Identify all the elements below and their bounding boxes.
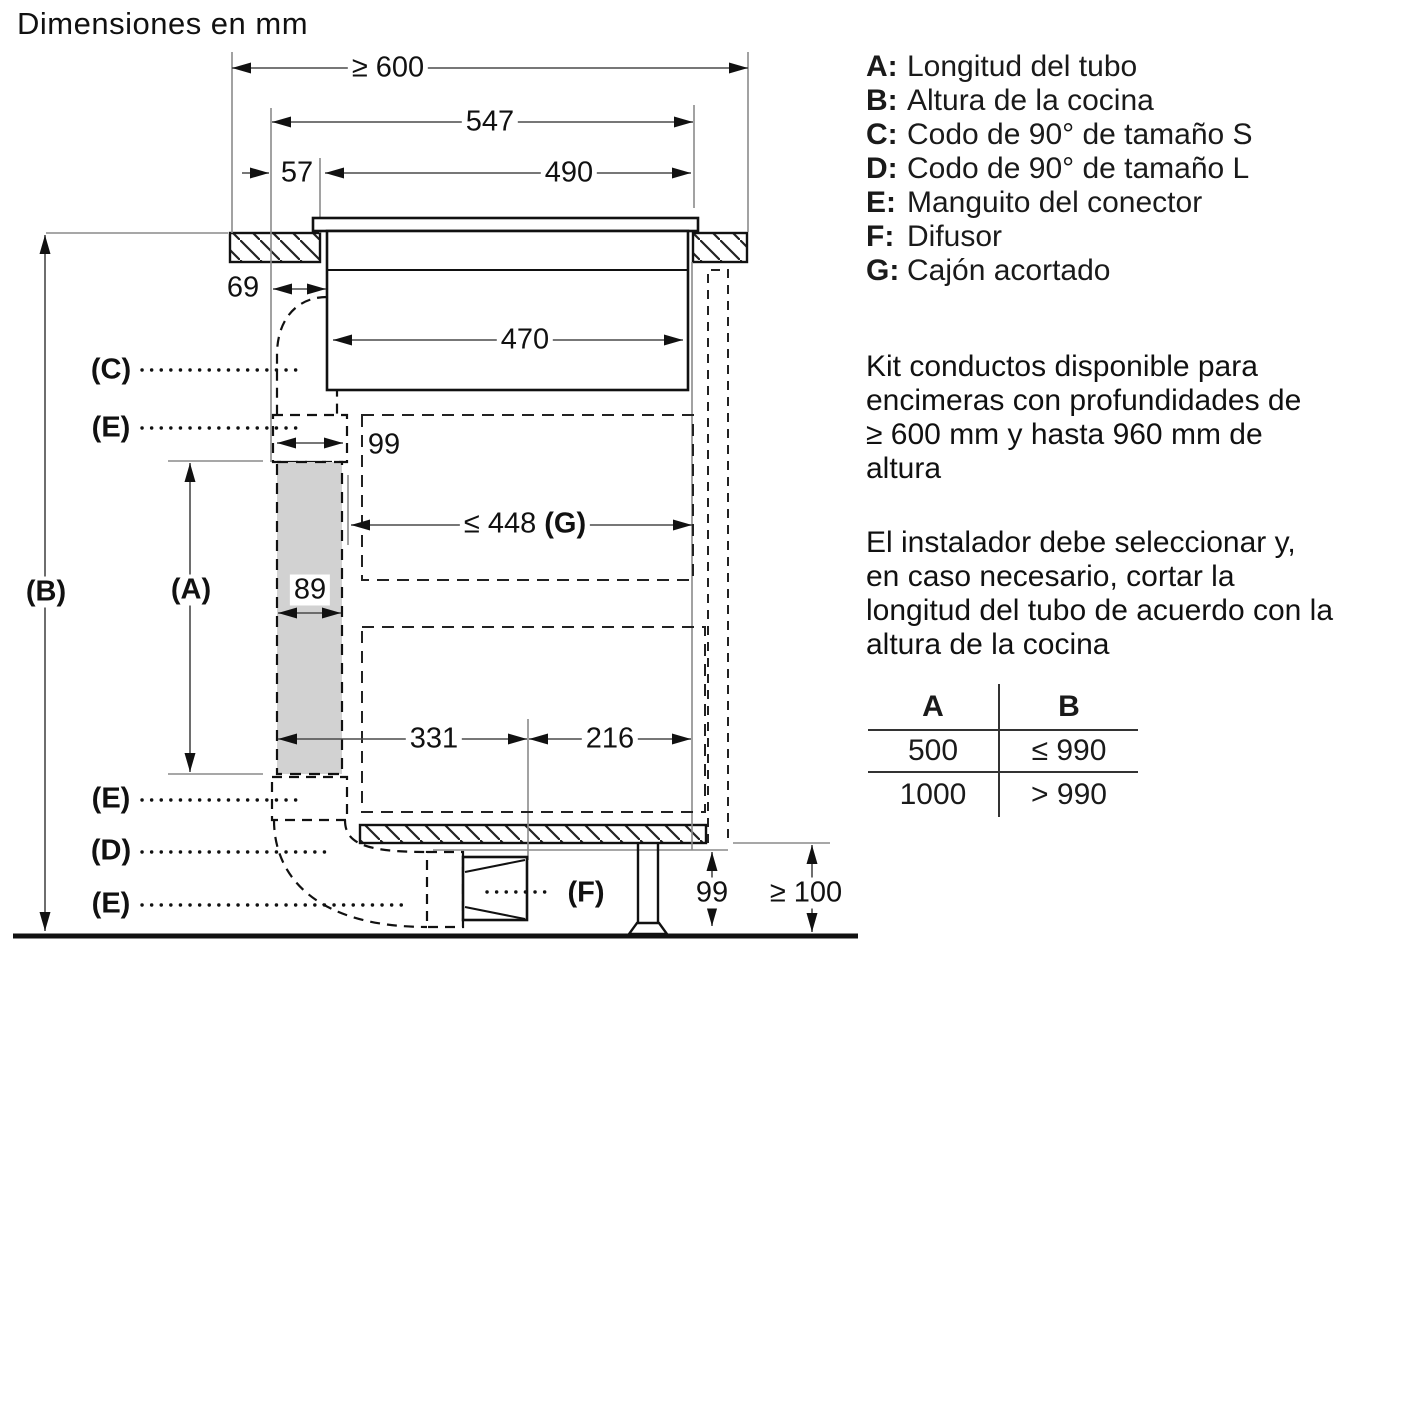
legend-item-c bbox=[866, 118, 1253, 152]
dim-duct-housing-depth: 99 bbox=[367, 428, 401, 461]
table-cell-b: > 990 bbox=[1000, 771, 1138, 817]
dim-duct-width: 89 bbox=[290, 575, 330, 606]
legend-item-g bbox=[866, 254, 1253, 288]
dim-front-offset: 57 bbox=[280, 156, 314, 189]
legend-letter: C: bbox=[866, 118, 898, 151]
table-header-a: A bbox=[868, 684, 1000, 729]
legend-text: Altura de la cocina bbox=[907, 84, 1154, 117]
note-installer-instruction: El instalador debe seleccionar y, en caso necesario, cortar la longitud del tubo de acuerdo con la altura de la cocina bbox=[866, 526, 1334, 661]
note-duct-kit-availability: Kit conductos disponible para encimeras con profundidades de ≥ 600 mm y hasta 960 mm de altura bbox=[866, 350, 1302, 485]
hob bbox=[313, 218, 698, 390]
legend-item-e bbox=[866, 186, 1253, 220]
callout-c: (C) bbox=[90, 353, 132, 386]
legend bbox=[866, 50, 1253, 288]
table-header-row bbox=[868, 684, 1138, 729]
dim-dist-rear: 216 bbox=[582, 724, 638, 755]
lower-drawer-outline bbox=[362, 627, 705, 812]
callout-e-middle: (E) bbox=[91, 782, 131, 815]
dim-drawer-ref: (G) bbox=[544, 507, 587, 540]
table-cell-a: 1000 bbox=[868, 771, 1000, 817]
connector-sleeve-bottom bbox=[427, 852, 463, 927]
legend-text: Longitud del tubo bbox=[907, 50, 1138, 83]
table-cell-b: ≤ 990 bbox=[1000, 729, 1138, 771]
dim-base-height: 99 bbox=[692, 878, 732, 909]
legend-letter: G: bbox=[866, 254, 900, 287]
duct-tube bbox=[277, 462, 342, 774]
dim-hob-depth: 547 bbox=[462, 107, 518, 138]
legend-text: Codo de 90° de tamaño S bbox=[907, 118, 1253, 151]
dim-drawer-depth-value: ≤ 448 bbox=[463, 507, 537, 540]
table-row bbox=[868, 729, 1138, 771]
adjustable-foot bbox=[629, 843, 667, 934]
legend-item-f bbox=[866, 220, 1253, 254]
worktop-right bbox=[693, 233, 747, 262]
dim-plinth-clearance: ≥ 100 bbox=[766, 878, 846, 909]
connector-sleeve-top bbox=[273, 415, 347, 462]
callout-d: (D) bbox=[90, 834, 132, 867]
shortened-drawer-outline bbox=[362, 415, 693, 580]
dim-body-depth: 470 bbox=[497, 325, 553, 356]
table-row bbox=[868, 771, 1138, 817]
callout-f: (F) bbox=[563, 878, 608, 909]
worktop-left bbox=[230, 233, 320, 262]
tube-length-table bbox=[868, 684, 1138, 817]
rear-duct-channel bbox=[708, 270, 728, 843]
dimension-lines bbox=[45, 68, 812, 932]
diffuser bbox=[463, 857, 527, 920]
cabinet-shelf bbox=[360, 825, 706, 843]
table-cell-a: 500 bbox=[868, 729, 1000, 771]
callout-e-top: (E) bbox=[91, 411, 131, 444]
legend-text: Difusor bbox=[907, 220, 1003, 253]
callout-a: (A) bbox=[167, 575, 215, 606]
dim-front-clearance: 69 bbox=[226, 271, 260, 304]
page-title: Dimensiones en mm bbox=[17, 6, 309, 41]
dim-cutout-depth: 490 bbox=[541, 158, 597, 189]
connector-sleeve-middle bbox=[272, 777, 347, 820]
legend-text: Codo de 90° de tamaño L bbox=[907, 152, 1250, 185]
callout-e-bottom: (E) bbox=[91, 887, 131, 920]
legend-letter: F: bbox=[866, 220, 895, 253]
legend-letter: E: bbox=[866, 186, 896, 219]
legend-item-a bbox=[866, 50, 1253, 84]
legend-text: Manguito del conector bbox=[907, 186, 1203, 219]
table-header-b: B bbox=[1058, 689, 1080, 723]
legend-item-b bbox=[866, 84, 1253, 118]
dim-dist-front: 331 bbox=[406, 724, 462, 755]
legend-letter: B: bbox=[866, 84, 898, 117]
dim-worktop-min-depth: ≥ 600 bbox=[348, 53, 428, 84]
legend-letter: A: bbox=[866, 50, 898, 83]
callout-b: (B) bbox=[22, 577, 70, 608]
dim-drawer-depth bbox=[460, 509, 590, 540]
legend-text: Cajón acortado bbox=[907, 254, 1111, 287]
legend-letter: D: bbox=[866, 152, 898, 185]
legend-item-d bbox=[866, 152, 1253, 186]
